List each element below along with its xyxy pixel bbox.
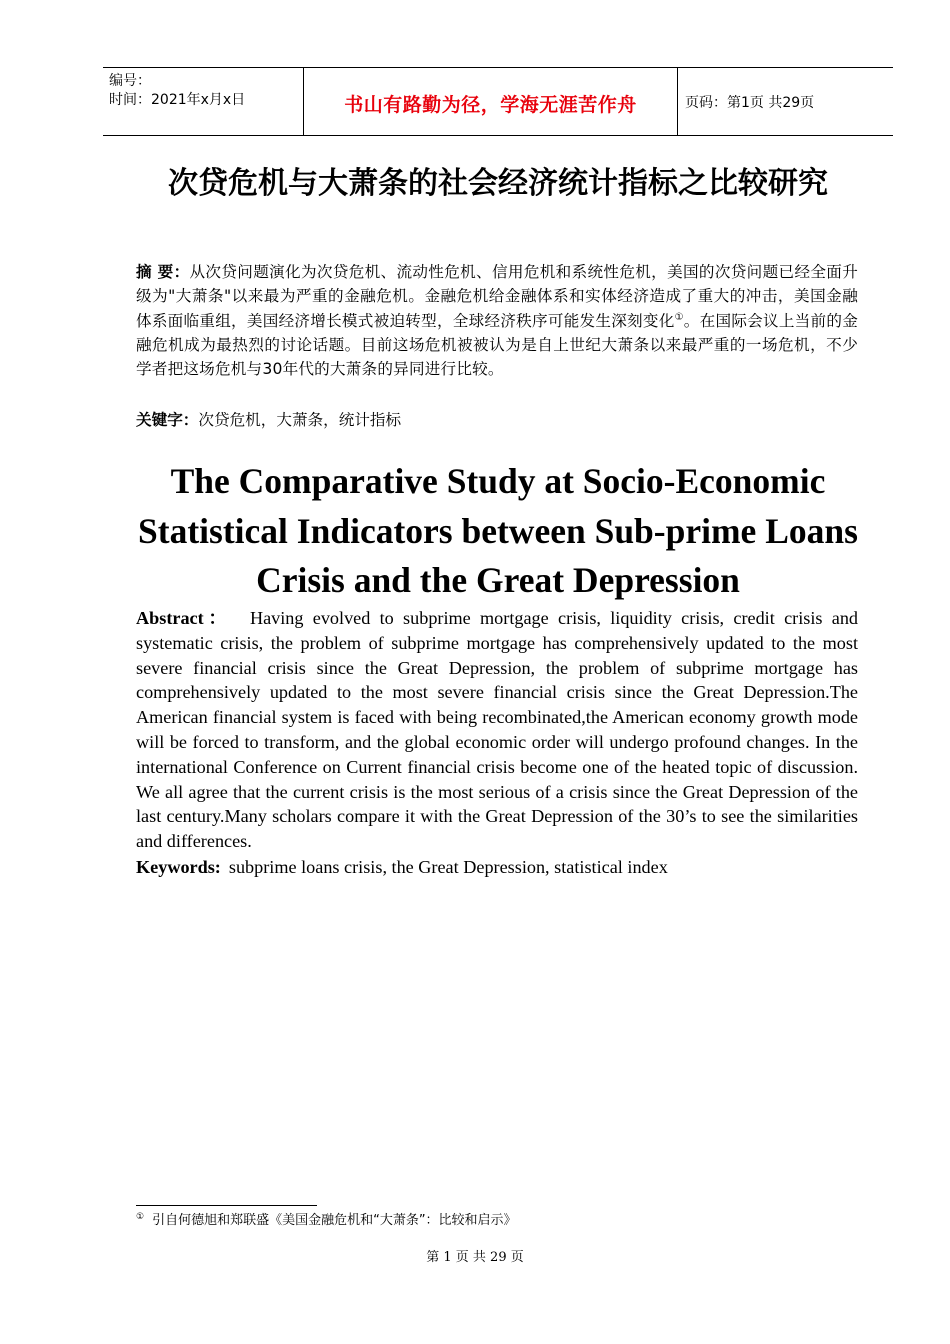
footnote-text: 引自何德旭和郑联盛《美国金融危机和“大萧条”：比较和启示》: [152, 1213, 517, 1228]
english-keywords-text: subprime loans crisis, the Great Depression, statistical index: [228, 857, 668, 877]
page-footer: 第 1 页 共 29 页: [426, 1250, 524, 1265]
english-title: [100, 457, 896, 606]
document-header: [103, 67, 893, 136]
english-keywords-label: Keywords:: [136, 857, 221, 877]
chinese-abstract-text-a: 从次贷问题演化为次贷危机、流动性危机、信用危机和系统性危机，美国的次贷问题已经全面升级为"大萧条"以来最为严重的金融危机。金融危机给金融体系和实体经济造成了重大的冲击，美国金融体系面临重组，美国经济增长模式被迫转型，全球经济秩序可能发生深刻变化: [136, 263, 858, 330]
footnote: [136, 1212, 517, 1230]
chinese-abstract-label: 摘 要：: [136, 263, 190, 281]
english-title-line-1: The Comparative Study at Socio-Economic: [170, 461, 826, 501]
footnote-reference[interactable]: ①: [674, 311, 684, 323]
chinese-keywords-text: 次贷危机，大萧条，统计指标: [198, 411, 402, 429]
english-title-line-3: Crisis and the Great Depression: [256, 560, 740, 600]
header-page-cell: [678, 68, 893, 135]
english-abstract-label: Abstract：: [136, 608, 232, 628]
chinese-keywords: [136, 408, 401, 432]
chinese-title: 次贷危机与大萧条的社会经济统计指标之比较研究: [168, 166, 828, 201]
header-time-label: 时间：2021年x月x日: [109, 92, 246, 108]
header-page-label: 页码：第1页 共29页: [685, 94, 815, 111]
header-meta-cell: [103, 68, 304, 135]
chinese-keywords-label: 关键字：: [136, 411, 199, 429]
chinese-abstract-text-b: 。在国际会议上当前的金融危机成为最热烈的讨论话题。目前这场危机被被认为是自上世纪大萧条以来最严重的一场危机，不少学者把这场危机与30年代的大萧条的异同进行比较。: [136, 311, 858, 379]
header-motto-cell: [304, 68, 678, 135]
header-number-label: 编号：: [109, 73, 151, 89]
footnote-divider: [136, 1205, 317, 1206]
english-abstract: [136, 606, 858, 854]
chinese-abstract: [136, 260, 858, 381]
header-motto: 书山有路勤为径，学海无涯苦作舟: [344, 94, 637, 116]
english-keywords: [136, 855, 668, 880]
english-abstract-text: Having evolved to subprime mortgage crisis, liquidity crisis, credit crisis and systematic crisis, the problem of subprime mortgage has comprehensively updated to the most severe financial crisis since the Great Depression, the problem of subprime mortgage has comprehensively updated to the most severe financial crisis since the Great Depression.The American financial system is faced with being recombinated,the American economy growth mode will be forced to transform, and the global economic order will undergo profound changes. In the international Conference on Current financial crisis become one of the heated topic of discussion. We all agree that the current crisis is the most serious of a crisis since the Great Depression of the last century.Many scholars compare it with the Great Depression of the 30’s to see the similarities and differences.: [136, 608, 859, 852]
footnote-mark: ①: [136, 1211, 145, 1222]
english-title-line-2: Statistical Indicators between Sub-prime Loans: [138, 510, 858, 551]
